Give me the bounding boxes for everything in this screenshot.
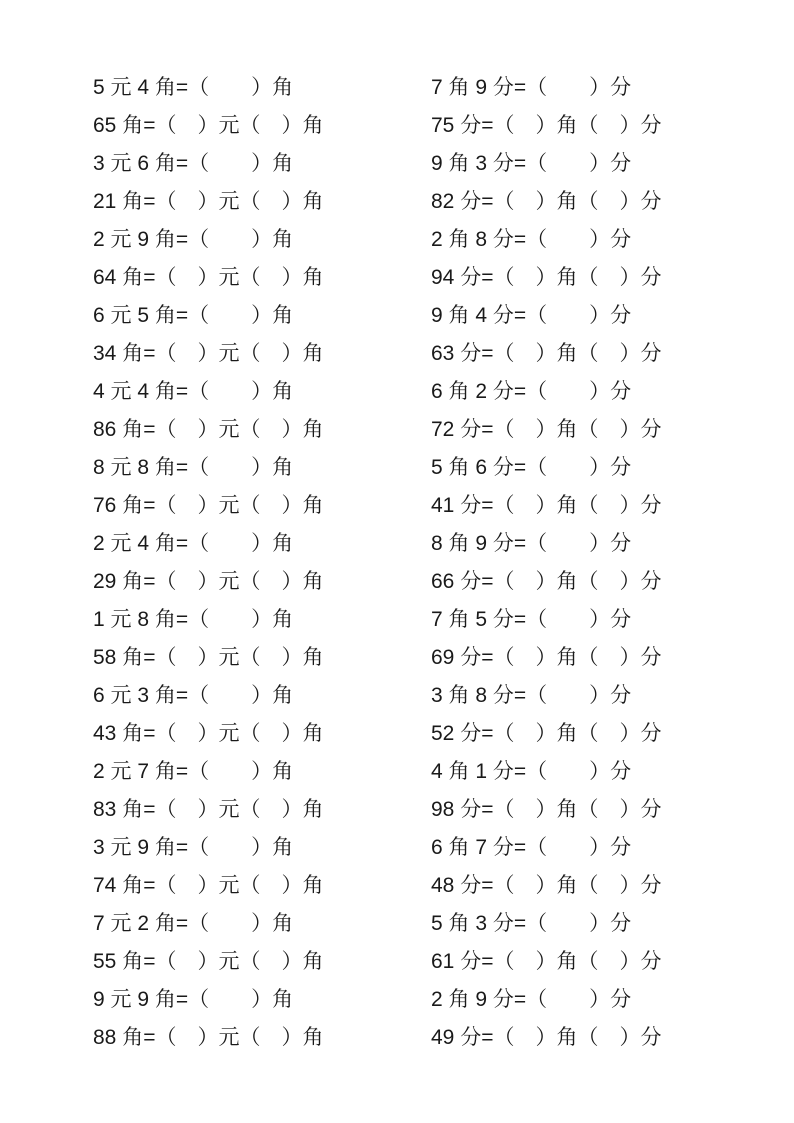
problem-row: 94 分=（ ）角（ ）分 xyxy=(431,266,662,289)
left-column xyxy=(93,69,323,1057)
problem-row: 5 角 6 分=（ ）分 xyxy=(431,456,632,479)
problem-row: 8 角 9 分=（ ）分 xyxy=(431,532,632,555)
problem-row: 6 元 5 角=（ ）角 xyxy=(93,304,294,327)
problem-row: 2 角 8 分=（ ）分 xyxy=(431,228,632,251)
problem-row: 6 角 2 分=（ ）分 xyxy=(431,380,632,403)
problem-row: 88 角=（ ）元（ ）角 xyxy=(93,1026,324,1049)
problem-row: 74 角=（ ）元（ ）角 xyxy=(93,874,324,897)
problem-row: 29 角=（ ）元（ ）角 xyxy=(93,570,324,593)
problem-row: 7 角 9 分=（ ）分 xyxy=(431,76,632,99)
problem-row: 52 分=（ ）角（ ）分 xyxy=(431,722,662,745)
right-column xyxy=(431,69,661,1057)
problem-row: 9 角 4 分=（ ）分 xyxy=(431,304,632,327)
problem-row: 63 分=（ ）角（ ）分 xyxy=(431,342,662,365)
problem-row: 4 元 4 角=（ ）角 xyxy=(93,380,294,403)
problem-row: 64 角=（ ）元（ ）角 xyxy=(93,266,324,289)
problem-row: 21 角=（ ）元（ ）角 xyxy=(93,190,324,213)
problem-row: 4 角 1 分=（ ）分 xyxy=(431,760,632,783)
problem-row: 2 元 4 角=（ ）角 xyxy=(93,532,294,555)
problem-row: 82 分=（ ）角（ ）分 xyxy=(431,190,662,213)
problem-row: 7 元 2 角=（ ）角 xyxy=(93,912,294,935)
problem-row: 76 角=（ ）元（ ）角 xyxy=(93,494,324,517)
problem-row: 6 角 7 分=（ ）分 xyxy=(431,836,632,859)
problem-row: 6 元 3 角=（ ）角 xyxy=(93,684,294,707)
problem-row: 2 角 9 分=（ ）分 xyxy=(431,988,632,1011)
problem-row: 2 元 7 角=（ ）角 xyxy=(93,760,294,783)
problem-row: 48 分=（ ）角（ ）分 xyxy=(431,874,662,897)
problem-row: 72 分=（ ）角（ ）分 xyxy=(431,418,662,441)
problem-row: 9 角 3 分=（ ）分 xyxy=(431,152,632,175)
problem-row: 34 角=（ ）元（ ）角 xyxy=(93,342,324,365)
problem-row: 75 分=（ ）角（ ）分 xyxy=(431,114,662,137)
problem-row: 65 角=（ ）元（ ）角 xyxy=(93,114,324,137)
problem-row: 2 元 9 角=（ ）角 xyxy=(93,228,294,251)
problem-row: 83 角=（ ）元（ ）角 xyxy=(93,798,324,821)
problem-row: 43 角=（ ）元（ ）角 xyxy=(93,722,324,745)
problem-row: 8 元 8 角=（ ）角 xyxy=(93,456,294,479)
problem-row: 3 元 9 角=（ ）角 xyxy=(93,836,294,859)
problem-row: 86 角=（ ）元（ ）角 xyxy=(93,418,324,441)
problem-row: 41 分=（ ）角（ ）分 xyxy=(431,494,662,517)
problem-row: 5 元 4 角=（ ）角 xyxy=(93,76,294,99)
problem-row: 7 角 5 分=（ ）分 xyxy=(431,608,632,631)
problem-row: 69 分=（ ）角（ ）分 xyxy=(431,646,662,669)
problem-row: 3 元 6 角=（ ）角 xyxy=(93,152,294,175)
problem-row: 61 分=（ ）角（ ）分 xyxy=(431,950,662,973)
problem-row: 66 分=（ ）角（ ）分 xyxy=(431,570,662,593)
problem-row: 58 角=（ ）元（ ）角 xyxy=(93,646,324,669)
problem-row: 49 分=（ ）角（ ）分 xyxy=(431,1026,662,1049)
problem-row: 5 角 3 分=（ ）分 xyxy=(431,912,632,935)
problem-row: 55 角=（ ）元（ ）角 xyxy=(93,950,324,973)
problem-row: 1 元 8 角=（ ）角 xyxy=(93,608,294,631)
problem-row: 3 角 8 分=（ ）分 xyxy=(431,684,632,707)
problem-row: 9 元 9 角=（ ）角 xyxy=(93,988,294,1011)
problem-row: 98 分=（ ）角（ ）分 xyxy=(431,798,662,821)
